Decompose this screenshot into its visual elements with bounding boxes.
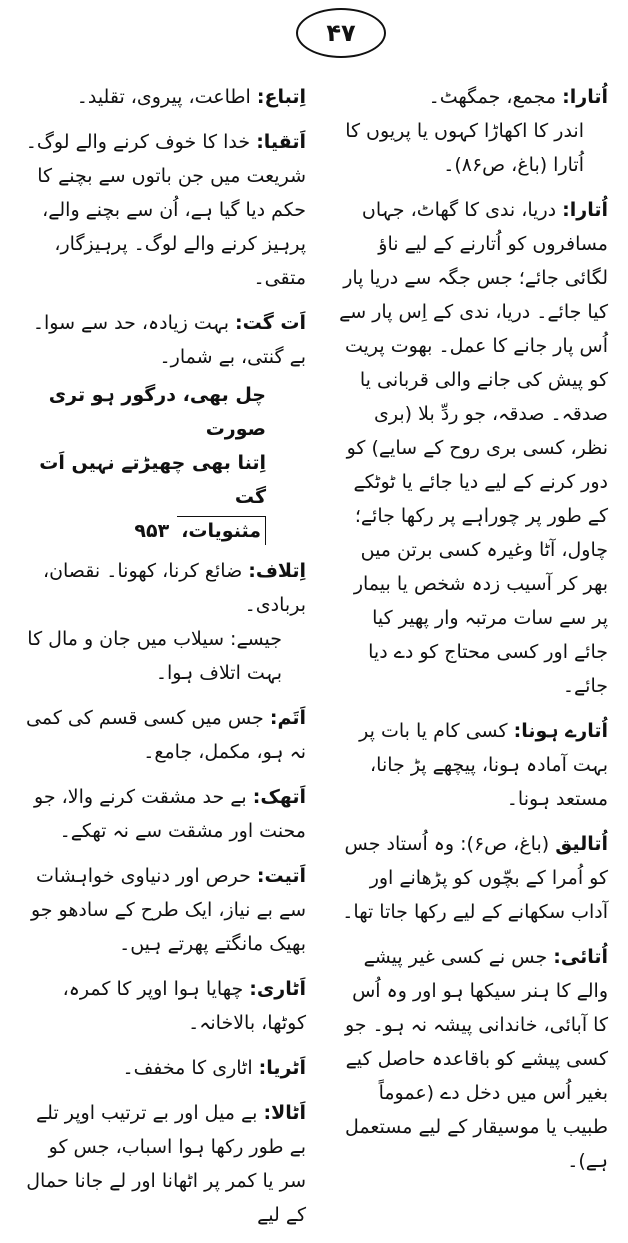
dictionary-entry	[336, 940, 608, 1178]
definition: چھایا ہوا اوپر کا کمرہ، کوٹھا، بالاخانہ۔	[62, 978, 306, 1034]
poem-line: اِتنا بھی چھیڑتے نہیں اَت گت	[39, 452, 266, 508]
definition: ضائع کرنا، کھونا۔ نقصان، بربادی۔	[42, 560, 306, 616]
headword: اُتارے ہونا:	[513, 720, 608, 742]
definition: جس میں کسی قسم کی کمی نہ ہو، مکمل، جامع۔	[26, 707, 306, 763]
headword: اَٹاری:	[249, 978, 306, 1000]
definition: (باغ، ص۶): وہ اُستاد جس کو اُمرا کے بچّوں کو پڑھانے اور آداب سکھانے کے لیے رکھا جاتا تھا۔	[342, 833, 608, 923]
page-number	[296, 8, 386, 58]
definition: اطاعت، پیروی، تقلید۔	[76, 86, 257, 108]
definition: جس نے کسی غیر پیشے والے کا ہنر سیکھا ہو اور وہ اُس کا آبائی، خاندانی پیشہ نہ ہو۔ جو کسی پیشے کو باقاعدہ حاصل کیے بغیر اُس میں دخل دے (عموماً طبیب یا موسیقار کے لیے مستعمل ہے)۔	[344, 946, 608, 1172]
dictionary-entry	[20, 972, 306, 1040]
left-column	[20, 80, 306, 1243]
headword: اِتباع:	[256, 86, 306, 108]
poem-line: چل بھی، درگور ہو تری صورت	[48, 384, 266, 440]
source-number: ۹۵۳	[134, 520, 170, 542]
example-text: اندر کا اکھاڑا کہوں یا پریوں کا اُتارا (باغ، ص۸۶)۔	[345, 120, 584, 176]
example-text: جیسے: سیلاب میں جان و مال کا بہت اتلاف ہوا۔	[27, 628, 282, 684]
definition: بے میل اور بے ترتیب اوپر تلے بے طور رکھا ہوا اسباب، جس کو سر یا کمر پر اٹھانا اور لے جانا حمال کے لیے	[26, 1102, 306, 1226]
headword: اَت گت:	[235, 312, 306, 334]
definition: اٹاری کا مخفف۔	[122, 1057, 259, 1079]
dictionary-entry	[20, 859, 306, 961]
headword: اُتائی:	[553, 946, 608, 968]
poem-source	[20, 514, 266, 548]
dictionary-entry	[336, 193, 608, 703]
headword: اُتارا:	[562, 199, 608, 221]
dictionary-entry	[336, 80, 608, 182]
headword: اَتیت:	[256, 865, 306, 887]
headword: اَتَم:	[269, 707, 306, 729]
definition: بے حد مشقت کرنے والا، جو محنت اور مشقت سے نہ تھکے۔	[34, 786, 306, 842]
dictionary-entry	[20, 554, 306, 690]
headword: اِتلاف:	[248, 560, 306, 582]
headword: اُتالیق	[555, 833, 608, 855]
definition: حرص اور دنیاوی خواہشات سے بے نیاز، ایک طرح کے سادھو جو بھیک مانگتے پھرتے ہیں۔	[30, 865, 306, 955]
dictionary-entry	[20, 306, 306, 374]
right-column	[336, 80, 608, 1189]
source-title: مثنویات،	[177, 516, 266, 545]
headword: اَٹالا:	[263, 1102, 306, 1124]
headword: اُتارا:	[562, 86, 608, 108]
dictionary-entry	[20, 80, 306, 114]
definition: مجمع، جمگھٹ۔	[428, 86, 563, 108]
dictionary-entry	[20, 1096, 306, 1232]
headword: اَتقیا:	[256, 131, 306, 153]
definition: کسی کام یا بات پر بہت آمادہ ہونا، پیچھے پڑ جانا، مستعد ہونا۔	[359, 720, 608, 810]
dictionary-entry	[20, 125, 306, 295]
definition: بہت زیادہ، حد سے سوا۔ بے گنتی، بے شمار۔	[32, 312, 306, 368]
page-number-text: ۴۷	[326, 19, 356, 47]
poem-quote	[20, 378, 306, 548]
dictionary-entry	[336, 714, 608, 816]
definition: خدا کا خوف کرنے والے لوگ۔ شریعت میں جن باتوں سے بچنے کا حکم دیا گیا ہے، اُن سے بچنے والے، پرہیز کرنے والے لوگ۔ پرہیزگار، متقی۔	[25, 131, 306, 289]
definition: دریا، ندی کا گھاٹ، جہاں مسافروں کو اُتارنے کے لیے ناؤ لگائی جائے؛ جس جگہ سے دریا پار کیا جائے۔ دریا، ندی کے اِس پار سے اُس پار جانے کا عمل۔ بھوت پریت کو پیش کی جانے والی قربانی یا صدقہ۔ صدقہ، جو ردِّ بلا (بری نظر، کسی بری روح کے سایے) کو دور کرنے کے لیے دیا جائے یا ٹوٹکے کے طور پر چوراہے پر رکھا جائے؛ چاول، آٹا وغیرہ کسی برتن میں بھر کر آسیب زدہ شخص یا بیمار پر سے سات مرتبہ وار پھیر کیا جائے اور کسی محتاج کو دے دیا جائے۔	[339, 199, 608, 697]
headword: اَٹریا:	[258, 1057, 306, 1079]
dictionary-entry	[336, 827, 608, 929]
headword: اَتھک:	[252, 786, 306, 808]
dictionary-entry	[20, 701, 306, 769]
dictionary-entry	[20, 780, 306, 848]
